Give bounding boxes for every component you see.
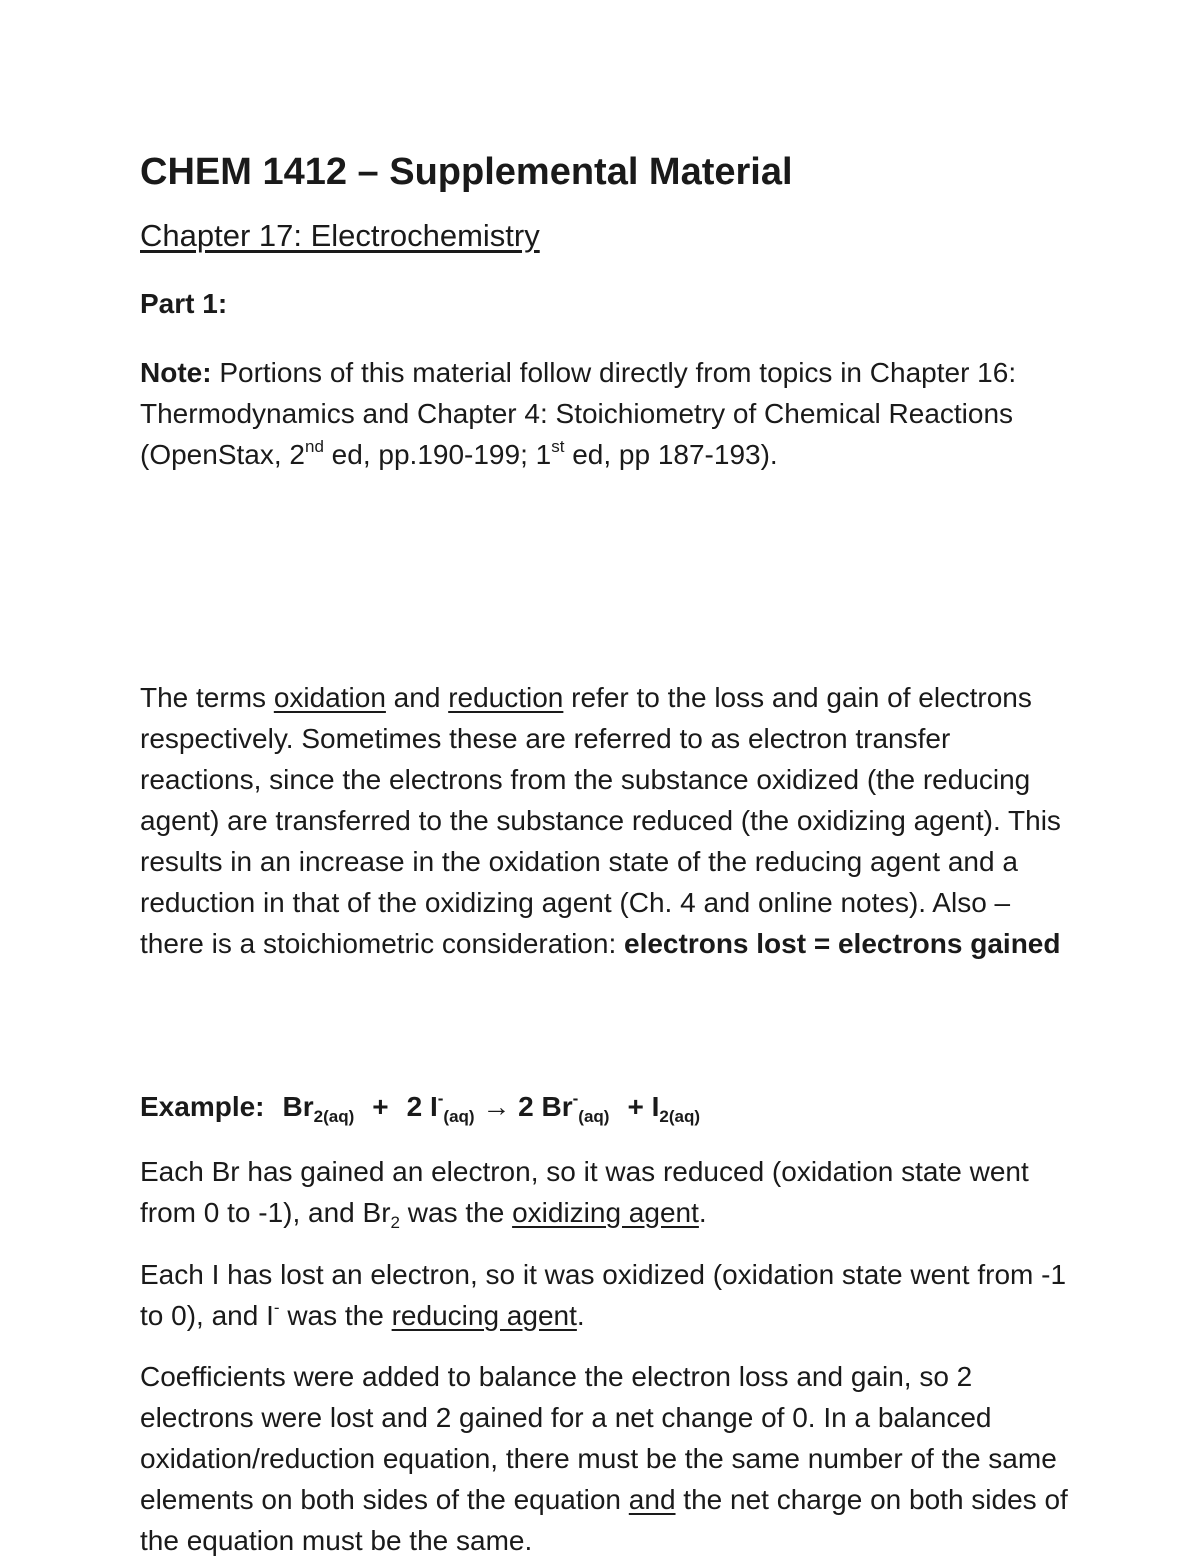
equation-subscript: 2(aq) [313, 1107, 355, 1126]
terms-text: The terms [140, 682, 274, 713]
bromine-text: . [698, 1197, 707, 1228]
note-text: ed, pp.190-199; 1 [323, 439, 552, 470]
note-superscript: nd [304, 437, 324, 456]
iodide-superscript: - [273, 1298, 280, 1317]
and-emphasis: and [628, 1484, 676, 1515]
chapter-heading: Chapter 17: Electrochemistry [140, 218, 540, 253]
equation-term: + I [627, 1091, 660, 1122]
example-equation [140, 1086, 1070, 1127]
reducing-agent-term: reducing agent [391, 1300, 577, 1331]
iodide-text: was the [279, 1300, 392, 1331]
note-superscript: st [551, 437, 565, 456]
page-title: CHEM 1412 – Supplemental Material [140, 151, 793, 193]
term-reduction: reduction [448, 682, 564, 713]
part-heading: Part 1: [140, 288, 228, 319]
equation-subscript: (aq) [578, 1107, 610, 1126]
equation-operator: + [372, 1091, 389, 1122]
note-label: Note: [140, 357, 212, 388]
bromine-subscript: 2 [390, 1213, 401, 1232]
bromine-paragraph [140, 1151, 1070, 1233]
electrons-balance-statement: electrons lost = electrons gained [624, 928, 1061, 959]
bromine-text: Each Br has gained an electron, so it was reduced (oxidation state went from 0 to -1), and Br [140, 1156, 1029, 1228]
note-text: Portions of this material follow directly from topics in Chapter 16: Thermodynamics and Chapter 4: Stoichiometry of Chemical Reactions (OpenStax, 2 [140, 357, 1017, 470]
iodide-paragraph [140, 1254, 1070, 1336]
example-label: Example: [140, 1091, 265, 1122]
note-text: ed, pp 187-193). [564, 439, 778, 470]
equation-subscript: 2(aq) [659, 1107, 701, 1126]
equation-superscript: - [572, 1089, 579, 1108]
terms-text: refer to the loss and gain of electrons respectively. Sometimes these are referred to as electron transfer reactions, since the electrons from the substance oxidized (the reducing agent) are transferred to the substance reduced (the oxidizing agent). This results in an increase in the oxidation state of the reducing agent and a reduction in that of the oxidizing agent (Ch. 4 and online notes). Also – there is a stoichiometric consideration: [140, 682, 1061, 959]
term-oxidation: oxidation [273, 682, 386, 713]
equation-superscript: - [437, 1089, 444, 1108]
equation-term: 2 I [406, 1091, 438, 1122]
note-paragraph [140, 352, 1070, 475]
terms-text: and [385, 682, 449, 713]
reaction-arrow: → [482, 1091, 511, 1122]
oxidizing-agent-term: oxidizing agent [512, 1197, 699, 1228]
coefficients-text: Coefficients were added to balance the electron loss and gain, so 2 electrons were lost and 2 gained for a net change of 0. In a balanced oxidation/reduction equation, there must be the same number of the same elements on both sides of the equation [140, 1361, 1057, 1515]
coefficients-paragraph [140, 1356, 1070, 1561]
equation-subscript: (aq) [443, 1107, 475, 1126]
bromine-text: was the [400, 1197, 513, 1228]
iodide-text: . [576, 1300, 585, 1331]
iodide-text: Each I has lost an electron, so it was oxidized (oxidation state went from -1 to 0), and I [140, 1259, 1067, 1331]
coefficients-text: the net charge on both sides of the equation must be the same. [140, 1484, 1068, 1556]
terms-paragraph [140, 677, 1070, 964]
equation-term: 2 Br [518, 1091, 573, 1122]
equation-term: Br [282, 1091, 314, 1122]
